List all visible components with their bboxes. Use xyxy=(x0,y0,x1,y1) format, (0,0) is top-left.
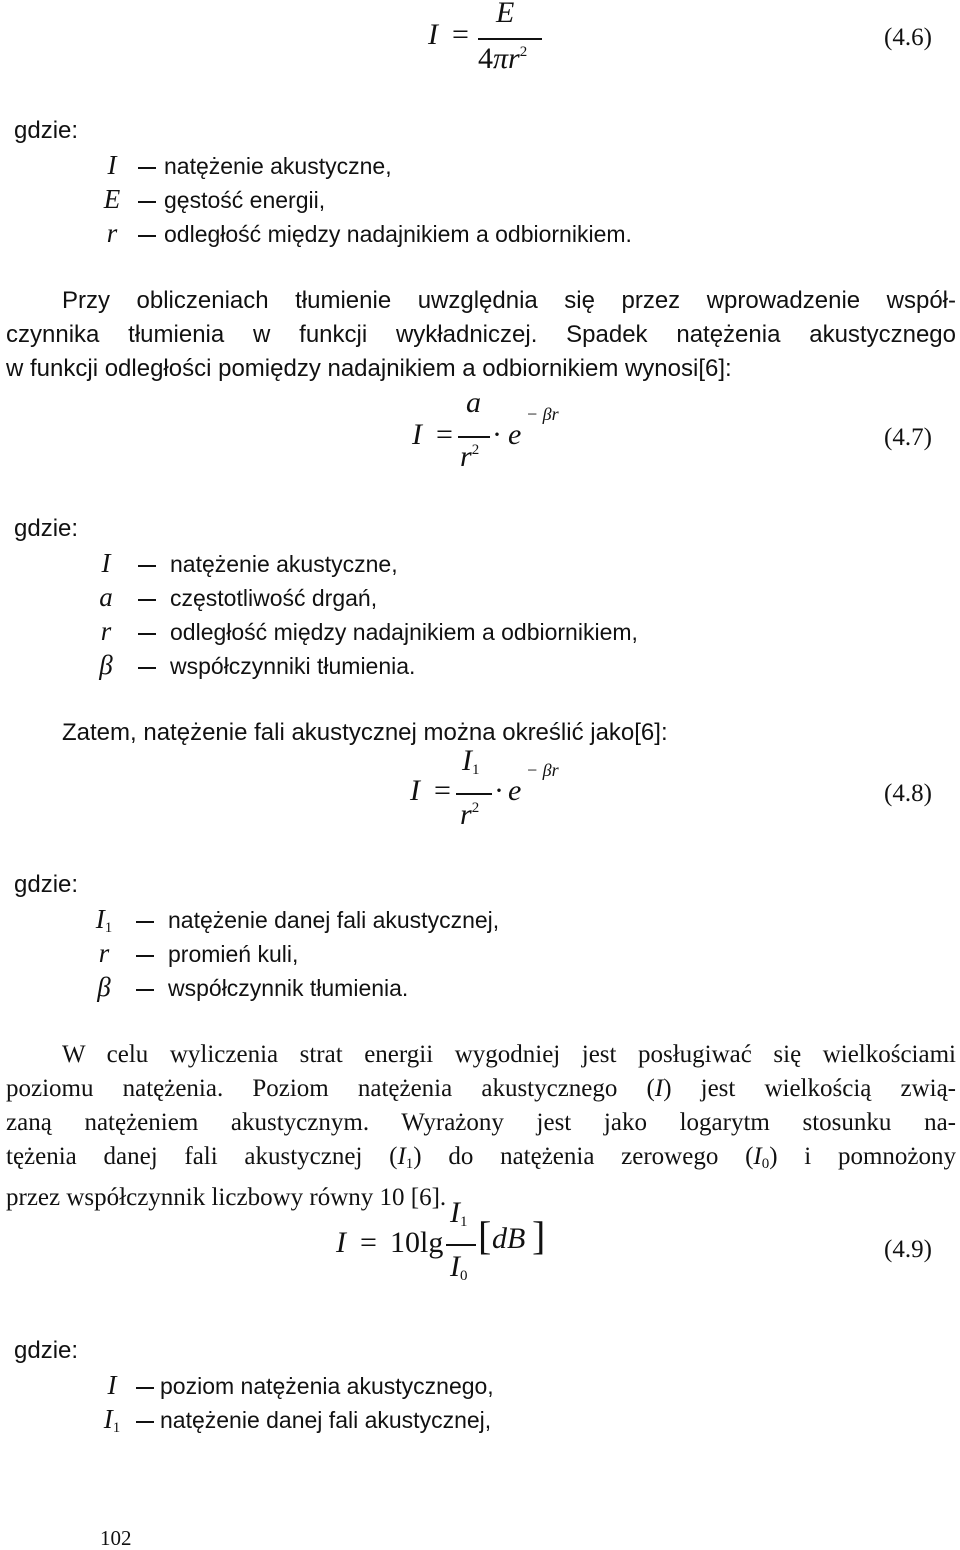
eq49-numerator: $I_1$ xyxy=(450,1196,468,1230)
paragraph-1-line-2: czynnika tłumienia w funkcji wykładniczej. Spadek natężenia akustycznego xyxy=(6,321,956,348)
eq46-tag: (4.6) xyxy=(884,24,932,51)
eq47-tag: (4.7) xyxy=(884,424,932,451)
eq46-fraction-bar xyxy=(478,38,542,40)
paragraph-2: Zatem, natężenie fali akustycznej można określić jako[6]: xyxy=(62,719,668,746)
legend3-item-2: r promień kuli, xyxy=(98,938,299,968)
eq47-denominator: $r^2$ xyxy=(460,440,480,473)
eq47-fraction-bar xyxy=(458,436,490,438)
eq48-denominator: $r^2$ xyxy=(460,798,480,831)
legend3-item-3: β współczynnik tłumienia. xyxy=(97,972,409,1002)
eq49-lhs: I xyxy=(336,1226,346,1259)
legend1-heading: gdzie: xyxy=(14,117,79,144)
legend1-item-2: E gęstość energii, xyxy=(103,184,326,214)
eq49-left-bracket: [ xyxy=(478,1213,492,1258)
eq46-lhs: I xyxy=(428,18,438,51)
legend3-heading: gdzie: xyxy=(14,871,79,898)
page-number: 102 xyxy=(100,1526,132,1550)
eq48-numerator: $I_1$ xyxy=(462,744,480,778)
legend4-heading: gdzie: xyxy=(14,1337,79,1364)
legend2-heading: gdzie: xyxy=(14,515,79,542)
paragraph-1 xyxy=(6,284,956,386)
eq48-exponent: − βr xyxy=(526,760,559,780)
eq49-tag: (4.9) xyxy=(884,1236,932,1263)
legend2-item-2: a częstotliwość drgań, xyxy=(99,582,378,612)
eq46-denominator: $4\pi r^2$ xyxy=(478,42,528,75)
paragraph-1-line-1: Przy obliczeniach tłumienie uwzględnia się przez wprowadzenie współ- xyxy=(62,287,956,314)
legend2-item-3: r odległość między nadajnikiem a odbiornikiem, xyxy=(100,616,638,646)
eq47-numerator: a xyxy=(466,386,481,419)
eq46-equals: = xyxy=(452,18,469,51)
eq49-fraction-bar xyxy=(446,1244,476,1246)
paragraph-1-line-3: w funkcji odległości pomiędzy nadajnikiem a odbiornikiem wynosi[6]: xyxy=(6,355,732,382)
legend1-item-1: I natężenie akustyczne, xyxy=(107,150,392,180)
legend3-item-1: $I_1$ natężenie danej fali akustycznej, xyxy=(95,904,500,936)
paragraph-3 xyxy=(6,1038,956,1215)
eq49-coefficient: 10 xyxy=(390,1226,420,1259)
paragraph-3-line-5: przez współczynnik liczbowy równy 10 [6]. xyxy=(6,1184,447,1211)
eq48-base: e xyxy=(508,774,522,807)
eq48-lhs: I xyxy=(410,774,420,807)
eq49-lg: lg xyxy=(420,1226,444,1259)
eq47-base: e xyxy=(508,418,522,451)
eq49-unit: dB xyxy=(492,1222,526,1255)
eq48-fraction-bar xyxy=(456,793,492,795)
legend4-item-2: $I_1$ natężenie danej fali akustycznej, xyxy=(103,1404,492,1436)
paragraph-3-line-2: poziomu natężenia. Poziom natężenia akustycznego (I) jest wielkością zwią- xyxy=(6,1075,957,1102)
legend2-item-1: I natężenie akustyczne, xyxy=(101,548,398,578)
paragraph-3-line-3: zaną natężeniem akustycznym. Wyrażony jest jako logarytm stosunku na- xyxy=(6,1109,956,1136)
eq47-exponent: − βr xyxy=(526,404,559,424)
legend1-item-3: r odległość między nadajnikiem a odbiornikiem. xyxy=(106,218,632,248)
eq49-equals: = xyxy=(360,1226,377,1259)
eq46-numerator: E xyxy=(496,0,515,29)
eq48-tag: (4.8) xyxy=(884,780,932,807)
eq47-dot: · xyxy=(492,418,502,451)
eq48-equals: = xyxy=(434,774,451,807)
eq47-equals: = xyxy=(436,418,453,451)
legend2-item-4: β współczynniki tłumienia. xyxy=(99,650,416,680)
paragraph-3-line-4: tężenia danej fali akustycznej $(I_1)$ do natężenia zerowego $(I_0)$ i pomnożony xyxy=(6,1143,956,1172)
eq49-denominator: $I_0$ xyxy=(450,1250,468,1284)
eq47-lhs: I xyxy=(412,418,422,451)
eq49-right-bracket: ] xyxy=(532,1213,546,1258)
legend4-item-1: I poziom natężenia akustycznego, xyxy=(107,1370,494,1400)
paragraph-3-line-1: W celu wyliczenia strat energii wygodniej jest posługiwać się wielkościami xyxy=(62,1041,956,1068)
eq48-dot: · xyxy=(494,774,504,807)
